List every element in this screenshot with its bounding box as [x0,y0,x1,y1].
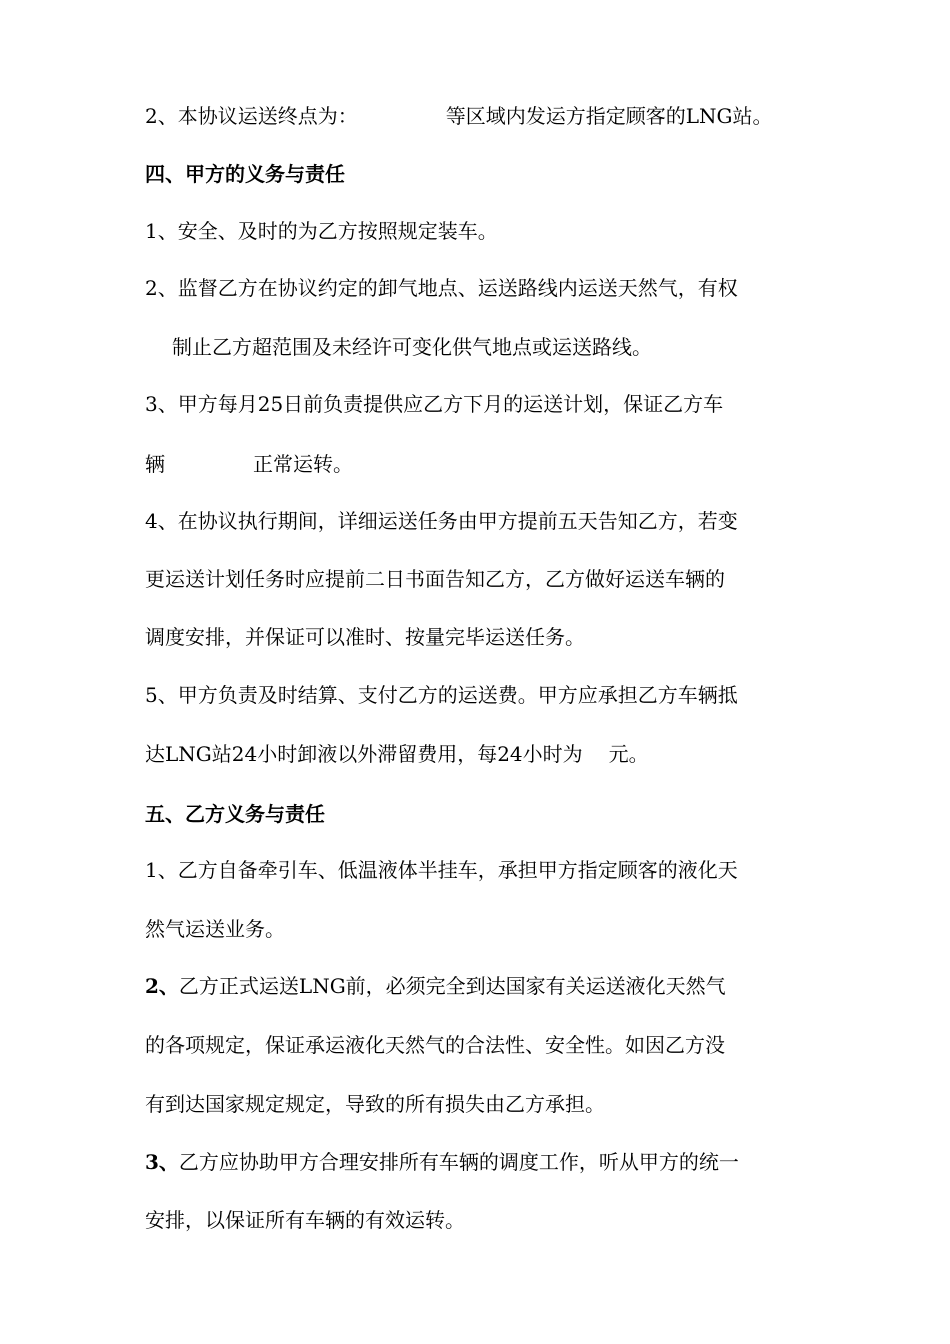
s5-item3-line2: 安排，以保证所有车辆的有效运转。 [145,1208,465,1232]
end-point-suffix: 等区域内发运方指定顾客的LNG站。 [445,104,773,128]
end-point-prefix: 2、本协议运送终点为： [145,104,358,128]
s4-item1: 1、安全、及时的为乙方按照规定装车。 [145,219,498,243]
s4-item2-line2: 制止乙方超范围及未经许可变化供气地点或运送路线。 [172,335,652,359]
s5-item2-line2: 的各项规定，保证承运液化天然气的合法性、安全性。如因乙方没 [145,1033,725,1057]
s5-item2-line3: 有到达国家规定规定，导致的所有损失由乙方承担。 [145,1092,605,1116]
s4-item5-line2-b: 元。 [608,742,649,766]
s4-item3-line2-b: 正常运转。 [253,452,353,476]
s5-item2-line1 [145,972,726,1000]
s4-item5-line2 [145,740,649,768]
s4-item4-line1: 4、在协议执行期间，详细运送任务由甲方提前五天告知乙方，若变 [145,509,738,533]
section-4-heading: 四、甲方的义务与责任 [145,162,345,186]
s5-item1-line1: 1、乙方自备牵引车、低温液体半挂车，承担甲方指定顾客的液化天 [145,858,738,882]
s5-item2-text: 乙方正式运送LNG前，必须完全到达国家有关运送液化天然气 [178,974,726,998]
s5-item3-line1 [145,1148,739,1176]
s4-item5-line2-a: 达LNG站24小时卸液以外滞留费用，每24小时为 [145,742,583,766]
s5-item3-text: 乙方应协助甲方合理安排所有车辆的调度工作，听从甲方的统一 [178,1150,739,1174]
s4-item3-line1: 3、甲方每月25日前负责提供应乙方下月的运送计划，保证乙方车 [145,392,724,416]
s5-item1-line2: 然气运送业务。 [145,917,285,941]
end-point-clause [145,102,773,130]
s5-item2-number: 2、 [145,974,179,998]
s4-item4-line3: 调度安排，并保证可以准时、按量完毕运送任务。 [145,625,585,649]
s4-item3-line2 [145,450,353,478]
s5-item3-number: 3、 [145,1150,179,1174]
s4-item2-line1: 2、监督乙方在协议约定的卸气地点、运送路线内运送天然气，有权 [145,276,738,300]
s4-item5-line1: 5、甲方负责及时结算、支付乙方的运送费。甲方应承担乙方车辆抵 [145,683,738,707]
section-5-heading: 五、乙方义务与责任 [145,802,325,826]
s4-item3-line2-a: 辆 [145,452,165,476]
s4-item4-line2: 更运送计划任务时应提前二日书面告知乙方，乙方做好运送车辆的 [145,567,725,591]
